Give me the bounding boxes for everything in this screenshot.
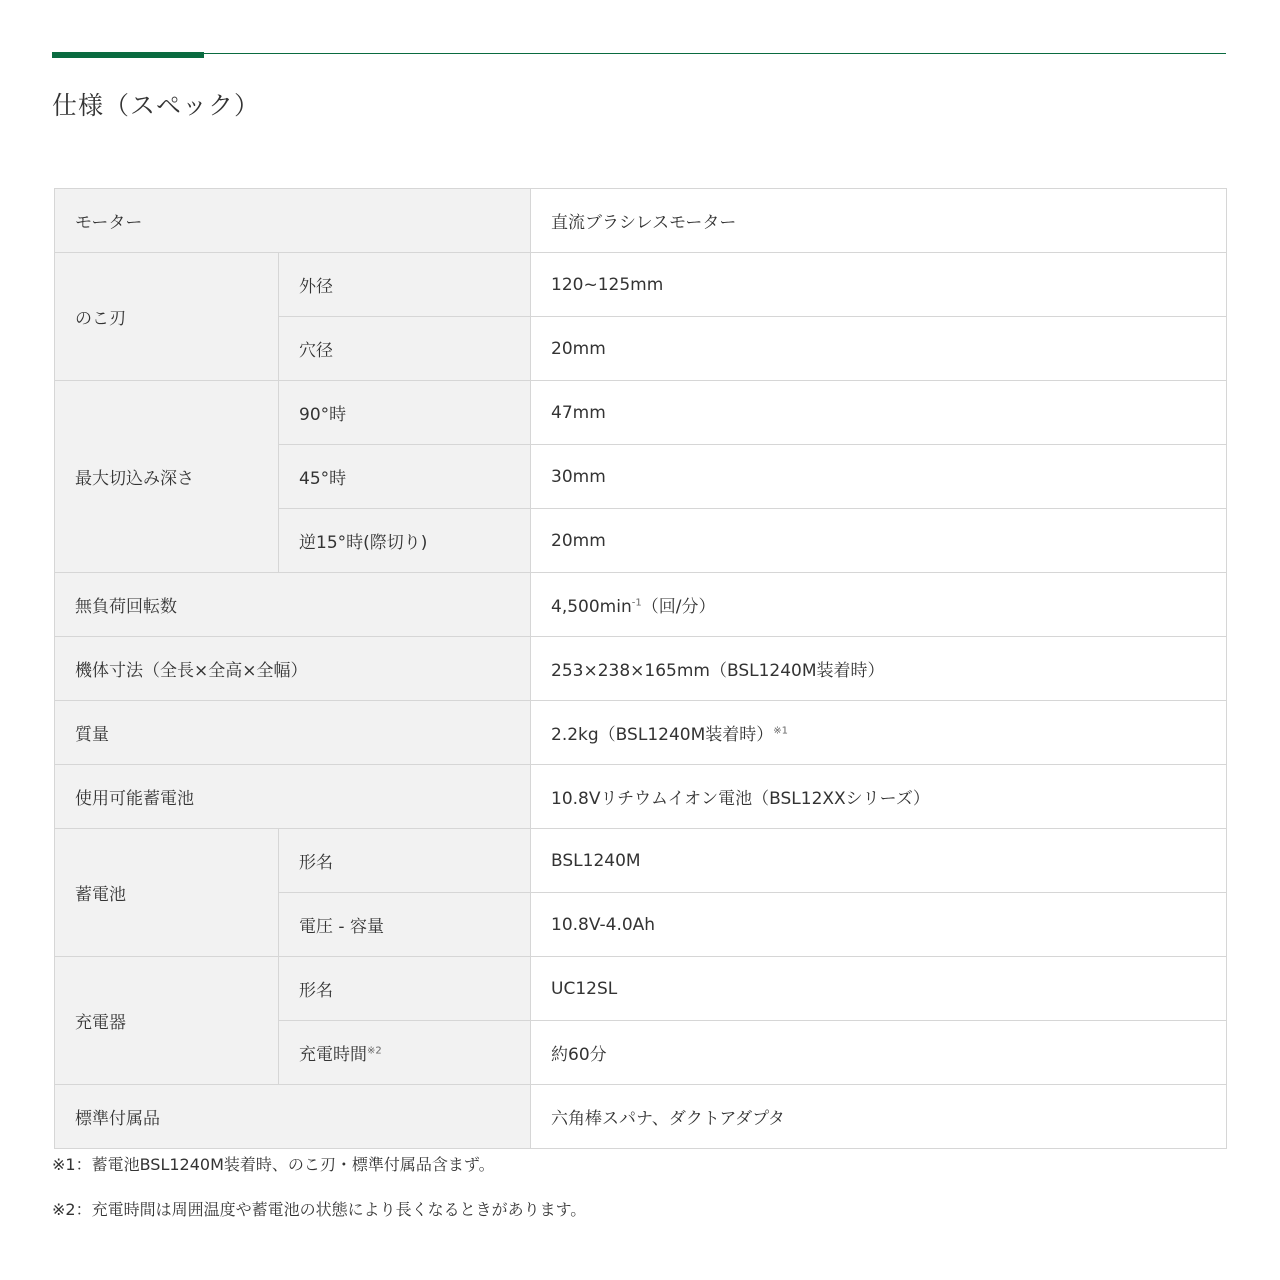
- row-value-dimensions: 253×238×165mm（BSL1240M装着時）: [531, 637, 1227, 701]
- table-row: [55, 381, 1227, 445]
- value-battery-model: BSL1240M: [531, 829, 1227, 893]
- row-value-compatible-battery: 10.8Vリチウムイオン電池（BSL12XXシリーズ）: [531, 765, 1227, 829]
- table-row: [55, 765, 1227, 829]
- sub-label-battery-voltage: 電圧 - 容量: [279, 893, 531, 957]
- row-value-motor: 直流ブラシレスモーター: [531, 189, 1227, 253]
- sub-label-outer-diameter: 外径: [279, 253, 531, 317]
- speed-unit: （回/分）: [641, 597, 716, 617]
- sub-label-hole-diameter: 穴径: [279, 317, 531, 381]
- table-row: [55, 573, 1227, 637]
- value-charge-time: 約60分: [531, 1021, 1227, 1085]
- value-battery-voltage: 10.8V-4.0Ah: [531, 893, 1227, 957]
- table-row: [55, 189, 1227, 253]
- heading-rule: [52, 52, 1226, 58]
- spec-section-header: [52, 52, 1226, 122]
- footnote-1: ※1：蓄電池BSL1240M装着時、のこ刃・標準付属品含まず。: [52, 1155, 495, 1174]
- table-row: [55, 637, 1227, 701]
- mass-note-mark: ※1: [773, 725, 788, 737]
- footnotes: [52, 1152, 586, 1242]
- mass-value: 2.2kg（BSL1240M装着時）: [551, 725, 774, 745]
- sub-label-depth-45: 45°時: [279, 445, 531, 509]
- spec-table: [54, 188, 1227, 1149]
- value-depth-90: 47mm: [531, 381, 1227, 445]
- table-row: [55, 957, 1227, 1021]
- row-label-battery: 蓄電池: [55, 829, 279, 957]
- value-depth-reverse-15: 20mm: [531, 509, 1227, 573]
- page-title: 仕様（スペック）: [52, 91, 261, 120]
- row-label-dimensions: 機体寸法（全長×全高×全幅）: [55, 637, 531, 701]
- footnote-2: ※2：充電時間は周囲温度や蓄電池の状態により長くなるときがあります。: [52, 1200, 587, 1219]
- speed-exponent: -1: [631, 597, 642, 609]
- row-label-blade: のこ刃: [55, 253, 279, 381]
- sub-label-battery-model: 形名: [279, 829, 531, 893]
- row-label-charger: 充電器: [55, 957, 279, 1085]
- row-label-compatible-battery: 使用可能蓄電池: [55, 765, 531, 829]
- row-value-mass: [531, 701, 1227, 765]
- value-depth-45: 30mm: [531, 445, 1227, 509]
- sub-label-charge-time: [279, 1021, 531, 1085]
- heading-rule-line: [52, 53, 1226, 54]
- table-row: [55, 829, 1227, 893]
- table-row: [55, 1085, 1227, 1149]
- speed-value: 4,500min: [551, 597, 632, 617]
- value-hole-diameter: 20mm: [531, 317, 1227, 381]
- table-row: [55, 253, 1227, 317]
- sub-label-depth-reverse-15: 逆15°時(際切り): [279, 509, 531, 573]
- charge-time-note-mark: ※2: [367, 1045, 382, 1057]
- charge-time-label: 充電時間: [299, 1045, 367, 1065]
- row-label-motor: モーター: [55, 189, 531, 253]
- value-outer-diameter: 120~125mm: [531, 253, 1227, 317]
- row-label-mass: 質量: [55, 701, 531, 765]
- row-value-accessories: 六角棒スパナ、ダクトアダプタ: [531, 1085, 1227, 1149]
- sub-label-charger-model: 形名: [279, 957, 531, 1021]
- row-value-no-load-speed: [531, 573, 1227, 637]
- table-row: [55, 701, 1227, 765]
- sub-label-depth-90: 90°時: [279, 381, 531, 445]
- row-label-no-load-speed: 無負荷回転数: [55, 573, 531, 637]
- heading-rule-accent: [52, 52, 204, 58]
- row-label-cut-depth: 最大切込み深さ: [55, 381, 279, 573]
- value-charger-model: UC12SL: [531, 957, 1227, 1021]
- row-label-accessories: 標準付属品: [55, 1085, 531, 1149]
